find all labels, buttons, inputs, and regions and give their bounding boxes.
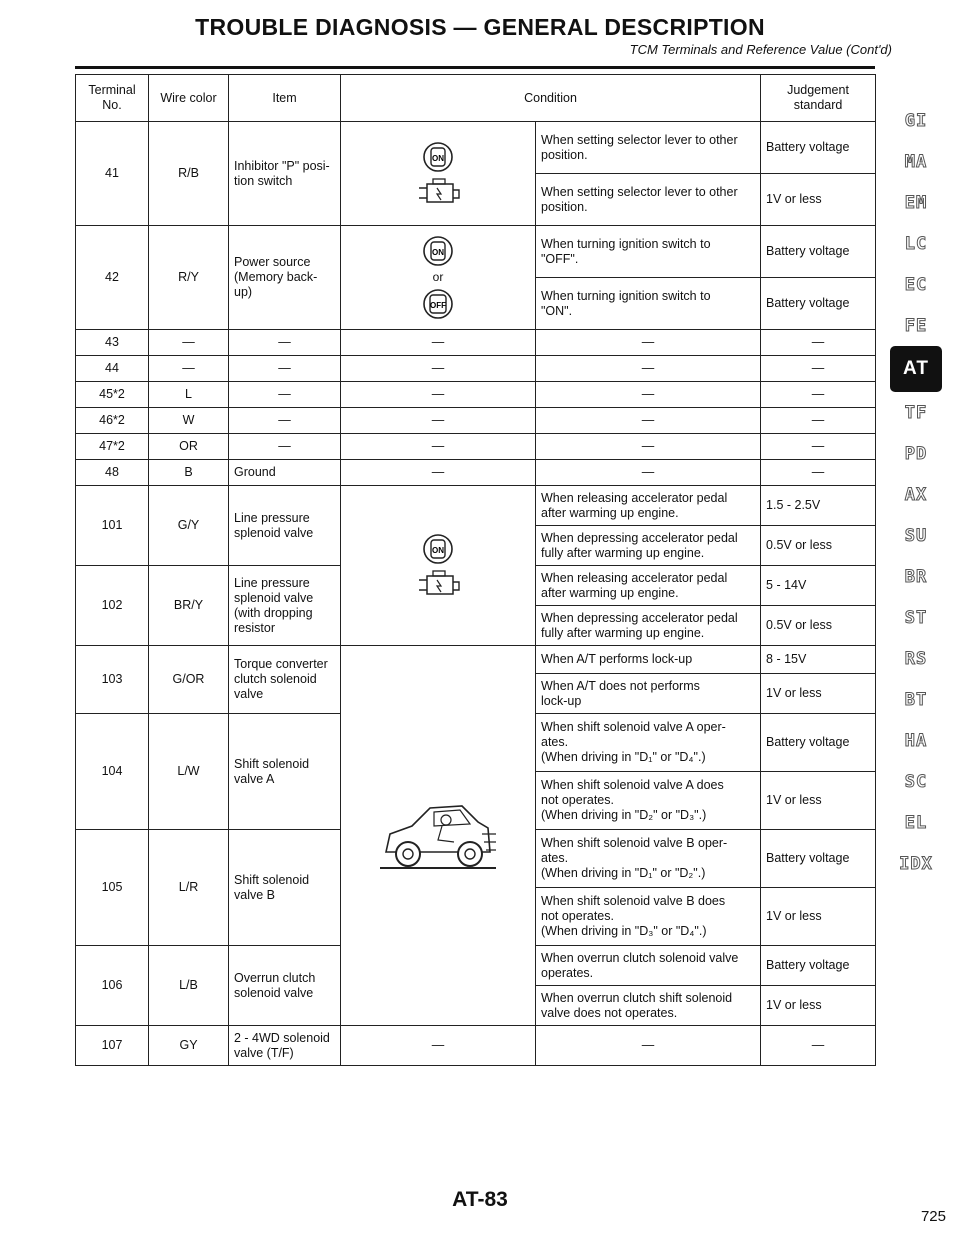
condition-text: When turning ignition switch to "OFF". — [536, 226, 761, 278]
wire-color: R/Y — [149, 226, 229, 330]
ignition-on-icon — [421, 234, 455, 268]
tab-ec[interactable]: EC — [904, 274, 928, 295]
wire-color: L — [149, 382, 229, 408]
condition-text: When shift solenoid valve B does not operates. (When driving in "D₃" or "D₄".) — [536, 888, 761, 946]
engine-icon — [415, 176, 461, 208]
table-row — [76, 434, 876, 460]
wire-color: — — [149, 330, 229, 356]
tab-rs[interactable]: RS — [904, 648, 928, 669]
judgement-value: — — [761, 356, 876, 382]
terminal-no: 104 — [76, 714, 149, 830]
wire-color: W — [149, 408, 229, 434]
condition-icons: — — [341, 408, 536, 434]
page-subtitle: TCM Terminals and Reference Value (Cont'd) — [629, 42, 892, 57]
table-row — [76, 486, 876, 526]
judgement-value: 1.5 - 2.5V — [761, 486, 876, 526]
terminal-no: 44 — [76, 356, 149, 382]
tab-el[interactable]: EL — [904, 812, 928, 833]
tab-lc[interactable]: LC — [904, 233, 928, 254]
tab-br[interactable]: BR — [904, 566, 928, 587]
table-row — [76, 122, 876, 174]
judgement-value: 0.5V or less — [761, 526, 876, 566]
table-row — [76, 408, 876, 434]
condition-icons — [341, 646, 536, 1026]
condition-text: When releasing accelerator pedal after warming up engine. — [536, 486, 761, 526]
judgement-value: — — [761, 382, 876, 408]
tab-sc[interactable]: SC — [904, 771, 928, 792]
ignition-off-icon — [421, 287, 455, 321]
judgement-value: 1V or less — [761, 674, 876, 714]
terminal-no: 107 — [76, 1026, 149, 1066]
condition-text: — — [536, 356, 761, 382]
item-name: — — [229, 408, 341, 434]
terminal-no: 106 — [76, 946, 149, 1026]
svg-text:ON: ON — [432, 153, 444, 163]
tab-gi[interactable]: GI — [904, 110, 928, 131]
tab-at[interactable]: AT — [890, 346, 942, 392]
svg-text:ON: ON — [432, 248, 444, 257]
tab-fe[interactable]: FE — [904, 315, 928, 336]
condition-icons: — — [341, 330, 536, 356]
terminal-no: 41 — [76, 122, 149, 226]
or-label: or — [432, 270, 444, 284]
table-row — [76, 356, 876, 382]
table-row — [76, 1026, 876, 1066]
header-item: Item — [229, 75, 341, 122]
judgement-value: 8 - 15V — [761, 646, 876, 674]
table-row — [76, 226, 876, 278]
condition-icons — [341, 226, 536, 330]
judgement-value: 1V or less — [761, 986, 876, 1026]
item-name: Inhibitor "P" posi- tion switch — [229, 122, 341, 226]
table-row — [76, 330, 876, 356]
page-code: AT-83 — [452, 1188, 508, 1211]
header-wire-color: Wire color — [149, 75, 229, 122]
condition-text: When setting selector lever to other position. — [536, 174, 761, 226]
judgement-value: — — [761, 460, 876, 486]
section-tabs — [886, 100, 946, 884]
engine-icon — [415, 568, 461, 600]
header-condition: Condition — [341, 75, 761, 122]
terminal-no: 45*2 — [76, 382, 149, 408]
wire-color: GY — [149, 1026, 229, 1066]
terminal-no: 43 — [76, 330, 149, 356]
item-name: Line pressure splenoid valve (with dropping resistor — [229, 566, 341, 646]
judgement-value: 0.5V or less — [761, 606, 876, 646]
page-number: 725 — [920, 1208, 946, 1225]
judgement-value: Battery voltage — [761, 122, 876, 174]
judgement-value: 5 - 14V — [761, 566, 876, 606]
car-driving-icon — [378, 794, 498, 878]
condition-text: — — [536, 1026, 761, 1066]
condition-icons: — — [341, 1026, 536, 1066]
tab-ha[interactable]: HA — [904, 730, 928, 751]
item-name: Overrun clutch solenoid valve — [229, 946, 341, 1026]
condition-text: When shift solenoid valve B oper- ates. (When driving in "D₁" or "D₂".) — [536, 830, 761, 888]
terminal-table — [75, 74, 876, 1066]
condition-text: When shift solenoid valve A oper- ates. (When driving in "D₁" or "D₄".) — [536, 714, 761, 772]
wire-color: L/B — [149, 946, 229, 1026]
svg-text:OFF: OFF — [430, 301, 446, 310]
condition-text: When depressing accelerator pedal fully after warming up engine. — [536, 526, 761, 566]
table-row — [76, 460, 876, 486]
wire-color: L/R — [149, 830, 229, 946]
tab-su[interactable]: SU — [904, 525, 928, 546]
judgement-value: Battery voltage — [761, 226, 876, 278]
judgement-value: Battery voltage — [761, 714, 876, 772]
condition-text: When turning ignition switch to "ON". — [536, 278, 761, 330]
ignition-on-icon — [421, 140, 455, 174]
wire-color: G/OR — [149, 646, 229, 714]
judgement-value: — — [761, 1026, 876, 1066]
condition-icons: — — [341, 460, 536, 486]
condition-text: When releasing accelerator pedal after warming up engine. — [536, 566, 761, 606]
item-name: Shift solenoid valve A — [229, 714, 341, 830]
item-name: — — [229, 330, 341, 356]
tab-em[interactable]: EM — [904, 192, 928, 213]
terminal-no: 47*2 — [76, 434, 149, 460]
table-header-row — [76, 75, 876, 122]
table-row — [76, 646, 876, 674]
ignition-on-icon — [421, 532, 455, 566]
terminal-no: 46*2 — [76, 408, 149, 434]
condition-text: — — [536, 330, 761, 356]
wire-color: OR — [149, 434, 229, 460]
terminal-no: 42 — [76, 226, 149, 330]
wire-color: — — [149, 356, 229, 382]
tab-st[interactable]: ST — [904, 607, 928, 628]
judgement-value: Battery voltage — [761, 946, 876, 986]
condition-text: When overrun clutch shift solenoid valve does not operates. — [536, 986, 761, 1026]
item-name: — — [229, 382, 341, 408]
condition-icons — [341, 486, 536, 646]
item-name: Shift solenoid valve B — [229, 830, 341, 946]
condition-text: When depressing accelerator pedal fully after warming up engine. — [536, 606, 761, 646]
header-rule — [75, 66, 875, 69]
condition-text: — — [536, 408, 761, 434]
judgement-value: 1V or less — [761, 772, 876, 830]
item-name: Torque converter clutch solenoid valve — [229, 646, 341, 714]
wire-color: L/W — [149, 714, 229, 830]
tab-bt[interactable]: BT — [904, 689, 928, 710]
svg-text:ON: ON — [432, 545, 444, 555]
item-name: — — [229, 356, 341, 382]
header-judgement: Judgement standard — [761, 75, 876, 122]
condition-icons: — — [341, 434, 536, 460]
condition-text: — — [536, 460, 761, 486]
judgement-value: — — [761, 408, 876, 434]
judgement-value: Battery voltage — [761, 278, 876, 330]
judgement-value: 1V or less — [761, 174, 876, 226]
wire-color: G/Y — [149, 486, 229, 566]
item-name: Ground — [229, 460, 341, 486]
judgement-value: — — [761, 330, 876, 356]
condition-text: When overrun clutch solenoid valve operates. — [536, 946, 761, 986]
page-title: TROUBLE DIAGNOSIS — GENERAL DESCRIPTION — [195, 14, 765, 40]
judgement-value: — — [761, 434, 876, 460]
judgement-value: Battery voltage — [761, 830, 876, 888]
condition-icons: — — [341, 382, 536, 408]
wire-color: BR/Y — [149, 566, 229, 646]
item-name: 2 - 4WD solenoid valve (T/F) — [229, 1026, 341, 1066]
condition-text: When A/T performs lock-up — [536, 646, 761, 674]
tab-pd[interactable]: PD — [904, 443, 928, 464]
condition-text: — — [536, 434, 761, 460]
wire-color: R/B — [149, 122, 229, 226]
table-row — [76, 382, 876, 408]
tab-tf[interactable]: TF — [904, 402, 928, 423]
tab-idx[interactable]: IDX — [899, 853, 933, 874]
condition-text: When setting selector lever to other position. — [536, 122, 761, 174]
item-name: — — [229, 434, 341, 460]
condition-text: — — [536, 382, 761, 408]
item-name: Power source (Memory back- up) — [229, 226, 341, 330]
wire-color: B — [149, 460, 229, 486]
tab-ax[interactable]: AX — [904, 484, 928, 505]
item-name: Line pressure splenoid valve — [229, 486, 341, 566]
terminal-no: 102 — [76, 566, 149, 646]
condition-icons: — — [341, 356, 536, 382]
condition-text: When shift solenoid valve A does not operates. (When driving in "D₂" or "D₃".) — [536, 772, 761, 830]
condition-text: When A/T does not performs lock-up — [536, 674, 761, 714]
condition-icons — [341, 122, 536, 226]
terminal-no: 48 — [76, 460, 149, 486]
terminal-no: 103 — [76, 646, 149, 714]
terminal-no: 105 — [76, 830, 149, 946]
tab-ma[interactable]: MA — [904, 151, 928, 172]
terminal-no: 101 — [76, 486, 149, 566]
header-terminal: Terminal No. — [76, 75, 149, 122]
judgement-value: 1V or less — [761, 888, 876, 946]
